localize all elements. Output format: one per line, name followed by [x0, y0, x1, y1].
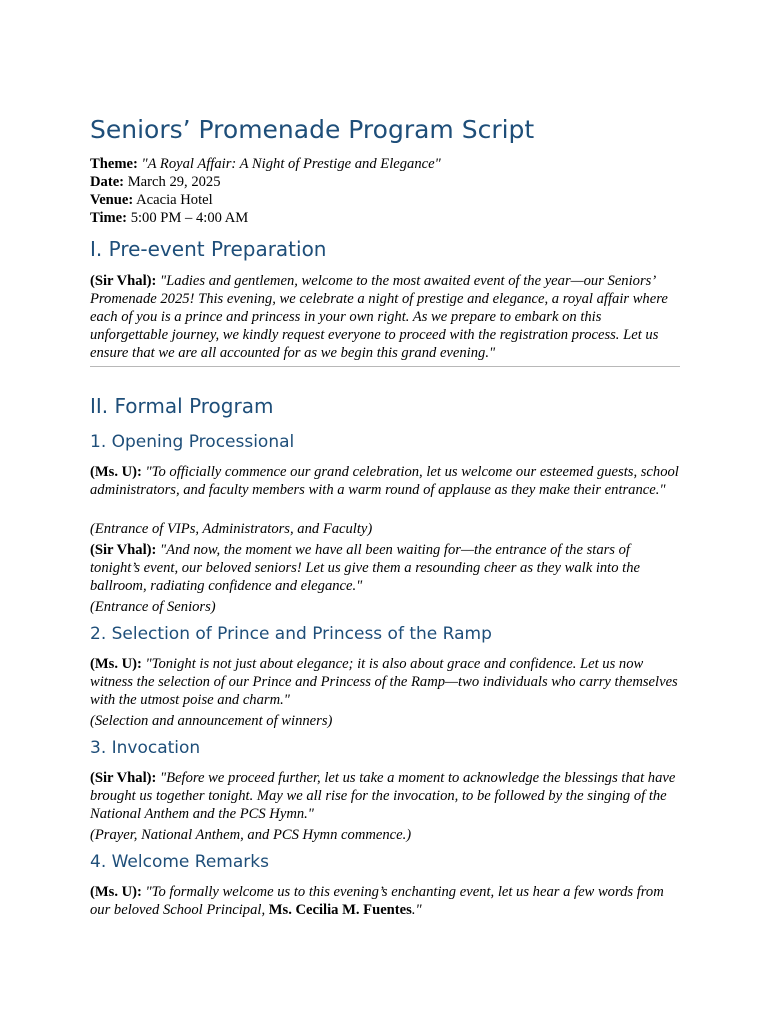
stage-note-prayer: (Prayer, National Anthem, and PCS Hymn commence.)	[90, 827, 412, 843]
speaker-label: (Sir Vhal)	[90, 770, 152, 786]
stage-note-vip-entrance: (Entrance of VIPs, Administrators, and Faculty)	[90, 521, 373, 537]
venue-line	[90, 191, 441, 209]
principal-name: Ms. Cecilia M. Fuentes	[268, 902, 412, 918]
subheading-invocation: 3. Invocation	[90, 738, 201, 758]
theme-value: "A Royal Affair: A Night of Prestige and Elegance"	[141, 156, 441, 172]
opening-paragraph-1: (Ms. U): "To officially commence our grand celebration, let us welcome our esteemed guests, school administrators, and faculty members with a warm round of applause as they make their entrance."	[90, 464, 679, 498]
opening-text-2: "And now, the moment we have all been waiting for—the entrance of the stars of tonight’s event, our beloved seniors! Let us give them a resounding cheer as they walk into the ballroom, radiating confidence and elegance."	[90, 542, 641, 594]
stage-note-seniors-entrance: (Entrance of Seniors)	[90, 599, 216, 615]
date-label: Date:	[90, 174, 125, 190]
section-heading-formal-program: II. Formal Program	[90, 394, 274, 418]
welcome-text-before: "To formally welcome us to this evening’s enchanting event, let us hear a few words from our beloved School Principal,	[90, 884, 664, 918]
invocation-paragraph: (Sir Vhal): "Before we proceed further, let us take a moment to acknowledge the blessings that have brought us together tonight. May we all rise for the invocation, to be followed by the singing of the National Anthem and the PCS Hymn."	[90, 770, 676, 822]
theme-line	[90, 155, 441, 173]
opening-text-1: "To officially commence our grand celebration, let us welcome our esteemed guests, school administrators, and faculty members with a warm round of applause as they make their entrance."	[90, 464, 679, 498]
pre-event-text: "Ladies and gentlemen, welcome to the most awaited event of the year—our Seniors’ Promenade 2025! This evening, we celebrate a night of prestige and elegance, a royal affair where each of you is a prince and princess in your own right. As we prepare to embark on this unforgettable journey, we kindly request everyone to proceed with the registration process. Let us ensure that we are all accounted for as we begin this grand evening."	[90, 273, 668, 361]
document-title: Seniors’ Promenade Program Script	[90, 115, 535, 144]
event-details	[90, 155, 441, 227]
theme-label: Theme:	[90, 156, 138, 172]
section-heading-pre-event: I. Pre-event Preparation	[90, 237, 327, 261]
date-value: March 29, 2025	[127, 174, 221, 190]
subheading-welcome-remarks: 4. Welcome Remarks	[90, 852, 269, 872]
selection-text: "Tonight is not just about elegance; it is also about grace and confidence. Let us now witness the selection of our Prince and Princess of the Ramp—two individuals who carry themselves with the utmost poise and charm."	[90, 656, 678, 708]
time-label: Time:	[90, 210, 128, 226]
time-line	[90, 209, 441, 227]
date-line	[90, 173, 441, 191]
invocation-text: "Before we proceed further, let us take a moment to acknowledge the blessings that have brought us together tonight. May we all rise for the invocation, to be followed by the singing of the National Anthem and the PCS Hymn."	[90, 770, 676, 822]
speaker-label: (Sir Vhal)	[90, 542, 152, 558]
subheading-selection: 2. Selection of Prince and Princess of the Ramp	[90, 624, 492, 644]
venue-label: Venue:	[90, 192, 134, 208]
section-divider	[90, 366, 680, 367]
opening-paragraph-2: (Sir Vhal): "And now, the moment we have all been waiting for—the entrance of the stars of tonight’s event, our beloved seniors! Let us give them a resounding cheer as they walk into the ballroom, radiating confidence and elegance."	[90, 542, 641, 594]
speaker-label: (Ms. U)	[90, 464, 138, 480]
venue-value: Acacia Hotel	[136, 192, 213, 208]
pre-event-paragraph: (Sir Vhal): "Ladies and gentlemen, welcome to the most awaited event of the year—our Seniors’ Promenade 2025! This evening, we celebrate a night of prestige and elegance, a royal affair where each of you is a prince and princess in your own right. As we prepare to embark on this unforgettable journey, we kindly request everyone to proceed with the registration process. Let us ensure that we are all accounted for as we begin this grand evening."	[90, 273, 668, 361]
selection-paragraph: (Ms. U): "Tonight is not just about elegance; it is also about grace and confidence. Let us now witness the selection of our Prince and Princess of the Ramp—two individuals who carry themselves with the utmost poise and charm."	[90, 656, 678, 708]
stage-note-winners: (Selection and announcement of winners)	[90, 713, 333, 729]
speaker-label: (Sir Vhal)	[90, 273, 152, 289]
time-value: 5:00 PM – 4:00 AM	[130, 210, 249, 226]
welcome-text-after: ."	[411, 902, 422, 918]
welcome-paragraph: (Ms. U): "To formally welcome us to this evening’s enchanting event, let us hear a few words from our beloved School Principal, Ms. Cecilia M. Fuentes."	[90, 884, 664, 918]
speaker-label: (Ms. U)	[90, 884, 138, 900]
speaker-label: (Ms. U)	[90, 656, 138, 672]
subheading-opening-processional: 1. Opening Processional	[90, 432, 295, 452]
